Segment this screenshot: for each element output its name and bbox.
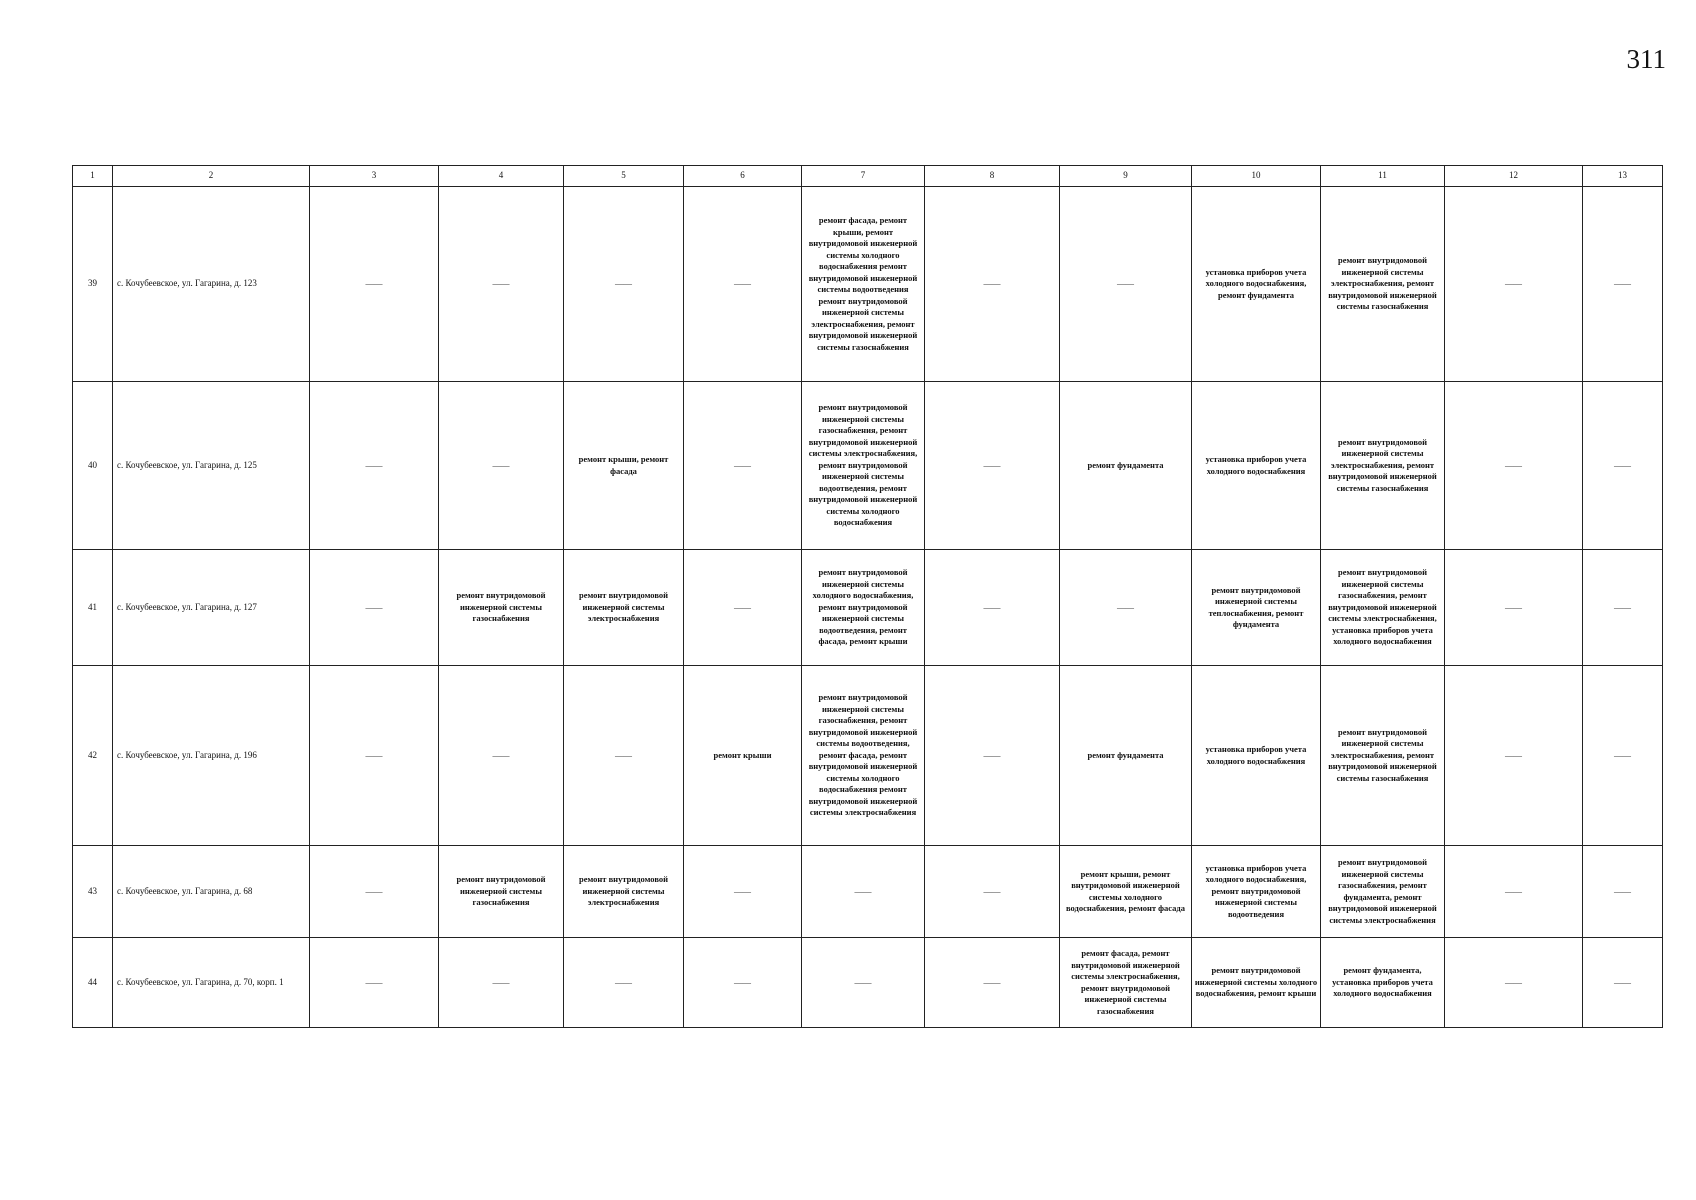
table-row bbox=[73, 187, 1663, 382]
table-cell: —— bbox=[1583, 666, 1663, 846]
table-cell: установка приборов учета холодного водоснабжения bbox=[1192, 666, 1321, 846]
table-cell: ремонт внутридомовой инженерной системы холодного водоснабжения, ремонт внутридомовой инженерной системы водоотведения, ремонт фасада, ремонт крыши bbox=[802, 550, 925, 666]
table-cell: —— bbox=[439, 382, 564, 550]
column-header: 7 bbox=[802, 166, 925, 187]
column-header: 13 bbox=[1583, 166, 1663, 187]
column-header: 9 bbox=[1060, 166, 1192, 187]
column-header: 2 bbox=[113, 166, 310, 187]
table-cell: ремонт внутридомовой инженерной системы газоснабжения, ремонт внутридомовой инженерной системы водоотведения, ремонт фасада, ремонт внутридомовой инженерной системы холодного водоснабжения ремонт внутридомовой инженерной системы электроснабжения bbox=[802, 666, 925, 846]
table-cell: —— bbox=[310, 382, 439, 550]
table-cell: —— bbox=[1445, 187, 1583, 382]
table-row bbox=[73, 550, 1663, 666]
address-cell: с. Кочубеевское, ул. Гагарина, д. 127 bbox=[113, 550, 310, 666]
column-header: 11 bbox=[1321, 166, 1445, 187]
repair-schedule-table bbox=[72, 165, 1663, 1028]
table-cell: —— bbox=[310, 846, 439, 938]
column-header: 6 bbox=[684, 166, 802, 187]
table-cell: ремонт фундамента bbox=[1060, 382, 1192, 550]
table-cell: —— bbox=[439, 938, 564, 1028]
table-cell: ремонт крыши, ремонт внутридомовой инженерной системы холодного водоснабжения, ремонт фасада bbox=[1060, 846, 1192, 938]
table-cell: —— bbox=[310, 938, 439, 1028]
table-cell: —— bbox=[802, 846, 925, 938]
table-cell: —— bbox=[925, 187, 1060, 382]
table-cell: ремонт фундамента, установка приборов учета холодного водоснабжения bbox=[1321, 938, 1445, 1028]
table-cell: ремонт фундамента bbox=[1060, 666, 1192, 846]
table-cell: —— bbox=[1583, 382, 1663, 550]
address-cell: с. Кочубеевское, ул. Гагарина, д. 125 bbox=[113, 382, 310, 550]
address-cell: с. Кочубеевское, ул. Гагарина, д. 196 bbox=[113, 666, 310, 846]
table-cell: —— bbox=[1583, 550, 1663, 666]
table-cell: —— bbox=[1445, 382, 1583, 550]
table-cell: ремонт крыши, ремонт фасада bbox=[564, 382, 684, 550]
table-cell: ремонт внутридомовой инженерной системы газоснабжения, ремонт фундамента, ремонт внутридомовой инженерной системы электроснабжения bbox=[1321, 846, 1445, 938]
table-cell: ремонт фасада, ремонт крыши, ремонт внутридомовой инженерной системы холодного водоснабжения ремонт внутридомовой инженерной системы водоотведения ремонт внутридомовой инженерной системы электроснабжения, ремонт внутридомовой инженерной системы газоснабжения bbox=[802, 187, 925, 382]
table-cell: ремонт внутридомовой инженерной системы электроснабжения, ремонт внутридомовой инженерной системы газоснабжения bbox=[1321, 187, 1445, 382]
header-row bbox=[73, 166, 1663, 187]
table-cell: —— bbox=[1060, 550, 1192, 666]
address-cell: с. Кочубеевское, ул. Гагарина, д. 68 bbox=[113, 846, 310, 938]
column-header: 1 bbox=[73, 166, 113, 187]
column-header: 3 bbox=[310, 166, 439, 187]
column-header: 8 bbox=[925, 166, 1060, 187]
table-cell: —— bbox=[310, 187, 439, 382]
table-cell: ремонт внутридомовой инженерной системы электроснабжения bbox=[564, 846, 684, 938]
table-cell: —— bbox=[925, 550, 1060, 666]
table-row bbox=[73, 666, 1663, 846]
table-cell: —— bbox=[1445, 938, 1583, 1028]
table-cell: ремонт внутридомовой инженерной системы электроснабжения bbox=[564, 550, 684, 666]
table-cell: установка приборов учета холодного водоснабжения bbox=[1192, 382, 1321, 550]
table-cell: ремонт внутридомовой инженерной системы газоснабжения bbox=[439, 846, 564, 938]
table-cell: —— bbox=[564, 187, 684, 382]
table-cell: —— bbox=[1583, 846, 1663, 938]
table-cell: ремонт внутридомовой инженерной системы газоснабжения, ремонт внутридомовой инженерной системы электроснабжения, установка приборов учета холодного водоснабжения bbox=[1321, 550, 1445, 666]
table-cell: —— bbox=[1445, 550, 1583, 666]
table-cell: —— bbox=[1445, 846, 1583, 938]
table-cell: —— bbox=[310, 550, 439, 666]
table-cell: —— bbox=[684, 382, 802, 550]
table-cell: —— bbox=[564, 938, 684, 1028]
table-cell: ремонт крыши bbox=[684, 666, 802, 846]
table-cell: ремонт внутридомовой инженерной системы газоснабжения bbox=[439, 550, 564, 666]
row-number: 40 bbox=[73, 382, 113, 550]
address-cell: с. Кочубеевское, ул. Гагарина, д. 123 bbox=[113, 187, 310, 382]
table-cell: —— bbox=[439, 187, 564, 382]
table-cell: —— bbox=[802, 938, 925, 1028]
table-row bbox=[73, 846, 1663, 938]
table-cell: установка приборов учета холодного водоснабжения, ремонт фундамента bbox=[1192, 187, 1321, 382]
table-row bbox=[73, 938, 1663, 1028]
table-row bbox=[73, 382, 1663, 550]
table-cell: —— bbox=[684, 187, 802, 382]
table-cell: —— bbox=[925, 666, 1060, 846]
table-cell: —— bbox=[1445, 666, 1583, 846]
table-cell: ремонт внутридомовой инженерной системы теплоснабжения, ремонт фундамента bbox=[1192, 550, 1321, 666]
column-header: 12 bbox=[1445, 166, 1583, 187]
table-cell: —— bbox=[925, 938, 1060, 1028]
table-cell: ремонт внутридомовой инженерной системы электроснабжения, ремонт внутридомовой инженерной системы газоснабжения bbox=[1321, 382, 1445, 550]
row-number: 39 bbox=[73, 187, 113, 382]
table-cell: ремонт внутридомовой инженерной системы газоснабжения, ремонт внутридомовой инженерной системы электроснабжения, ремонт внутридомовой инженерной системы водоотведения, ремонт внутридомовой инженерной системы холодного водоснабжения bbox=[802, 382, 925, 550]
table-cell: —— bbox=[684, 846, 802, 938]
table-cell: —— bbox=[1583, 938, 1663, 1028]
row-number: 43 bbox=[73, 846, 113, 938]
address-cell: с. Кочубеевское, ул. Гагарина, д. 70, корп. 1 bbox=[113, 938, 310, 1028]
table-cell: —— bbox=[684, 938, 802, 1028]
row-number: 42 bbox=[73, 666, 113, 846]
table-cell: ремонт фасада, ремонт внутридомовой инженерной системы электроснабжения, ремонт внутридомовой инженерной системы газоснабжения bbox=[1060, 938, 1192, 1028]
row-number: 44 bbox=[73, 938, 113, 1028]
column-header: 5 bbox=[564, 166, 684, 187]
table-cell: —— bbox=[1060, 187, 1192, 382]
table-cell: ремонт внутридомовой инженерной системы электроснабжения, ремонт внутридомовой инженерной системы газоснабжения bbox=[1321, 666, 1445, 846]
table-cell: —— bbox=[1583, 187, 1663, 382]
column-header: 4 bbox=[439, 166, 564, 187]
table-cell: —— bbox=[925, 846, 1060, 938]
table-cell: —— bbox=[564, 666, 684, 846]
table-cell: —— bbox=[439, 666, 564, 846]
page-number: 311 bbox=[1626, 44, 1666, 74]
table-cell: установка приборов учета холодного водоснабжения, ремонт внутридомовой инженерной системы водоотведения bbox=[1192, 846, 1321, 938]
table-cell: —— bbox=[310, 666, 439, 846]
table-cell: ремонт внутридомовой инженерной системы холодного водоснабжения, ремонт крыши bbox=[1192, 938, 1321, 1028]
row-number: 41 bbox=[73, 550, 113, 666]
table-cell: —— bbox=[684, 550, 802, 666]
column-header: 10 bbox=[1192, 166, 1321, 187]
table-cell: —— bbox=[925, 382, 1060, 550]
